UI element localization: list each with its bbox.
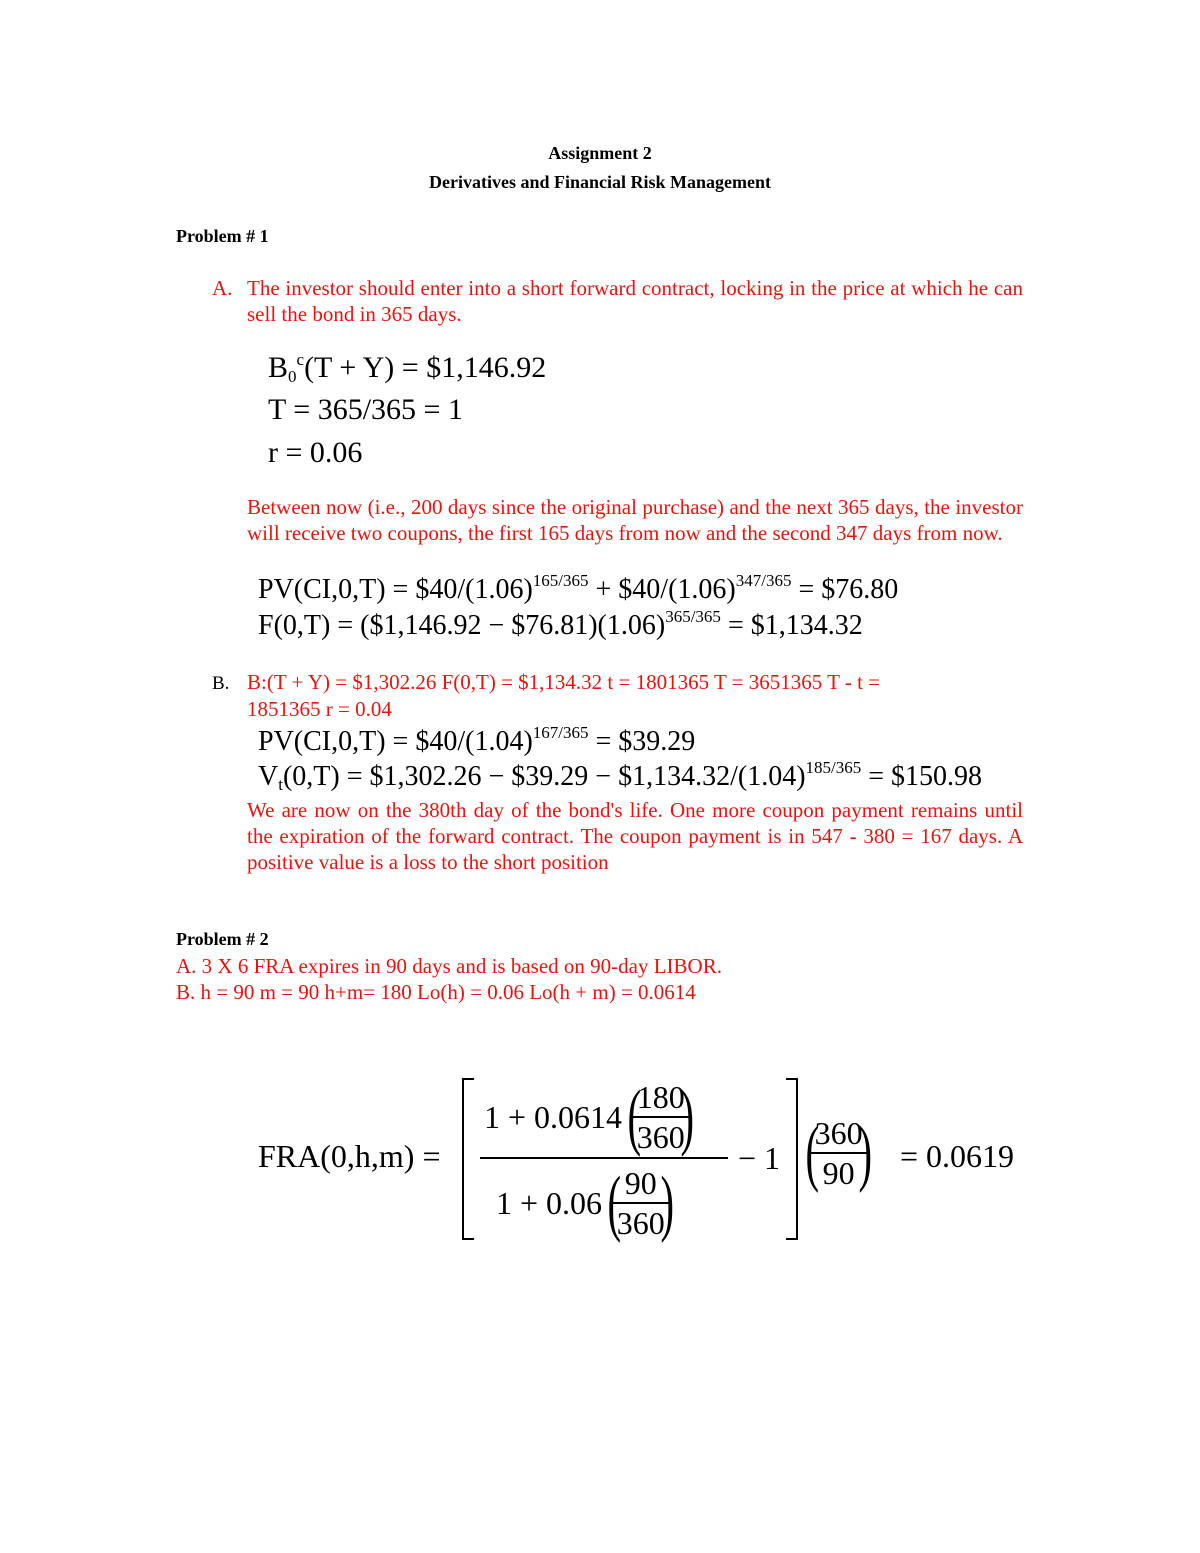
- fra-den-frac-num: 90: [613, 1164, 669, 1204]
- pv-a-mid: + $40/(1.06): [588, 574, 736, 605]
- fra-num-close-paren: ): [680, 1076, 694, 1158]
- f-a-sup: 365/365: [665, 607, 721, 626]
- fra-result: = 0.0619: [900, 1138, 1015, 1174]
- v-main: V: [258, 761, 279, 792]
- v-sup: 185/365: [805, 758, 862, 777]
- fra-main-bar: [480, 1157, 728, 1159]
- v-end: = $150.98: [861, 761, 983, 792]
- eq1-rest: (T + Y) = $1,146.92: [304, 351, 547, 384]
- fra-multiplier: [800, 1114, 877, 1192]
- v-sub: t: [278, 775, 283, 794]
- fra-den-open-paren: (: [607, 1162, 622, 1244]
- part-b-line1: B:(T + Y) = $1,302.26 F(0,T) = $1,134.32 t = 1801365 T = 3651365 T - t =: [247, 670, 881, 694]
- fra-numerator: [484, 1078, 699, 1156]
- fra-mult-close-paren: ): [858, 1112, 872, 1194]
- pv-a-end: = $76.80: [791, 574, 899, 605]
- fra-mult-open-paren: (: [805, 1112, 820, 1194]
- fra-lhs: FRA(0,h,m) =: [258, 1138, 441, 1174]
- equation-r: r = 0.06: [268, 436, 363, 469]
- part-a-text: The investor should enter into a short forward contract, locking in the price at which he can sell the bond in 365 days.: [247, 276, 1023, 326]
- f-a-part1: F(0,T) = ($1,146.92 − $76.81)(1.06): [258, 610, 666, 641]
- fra-num-open-paren: (: [627, 1076, 642, 1158]
- f-a-end: = $1,134.32: [720, 610, 863, 641]
- fra-num-prefix: 1 + 0.0614: [484, 1098, 623, 1135]
- part-a-label: A.: [212, 276, 233, 300]
- part-b-label: B.: [212, 673, 230, 694]
- pv-a-part1: PV(CI,0,T) = $40/(1.06): [258, 574, 533, 605]
- problem-2-heading: Problem # 2: [176, 929, 269, 949]
- fra-denominator: [496, 1164, 679, 1242]
- pv-b-sup: 167/365: [532, 723, 589, 742]
- pv-b-end: = $39.29: [588, 726, 696, 757]
- fra-mult-frac-den: 90: [822, 1155, 855, 1191]
- fra-den-prefix: 1 + 0.06: [496, 1184, 603, 1221]
- equation-pv-coupons-b: [258, 723, 696, 758]
- page-subtitle: Derivatives and Financial Risk Management: [429, 172, 771, 192]
- equation-forward-value: [258, 758, 983, 794]
- fra-den-frac-den: 360: [616, 1205, 665, 1241]
- fra-left-bracket: [462, 1078, 474, 1240]
- equation-bond-price: [268, 351, 546, 385]
- v-rest: (0,T) = $1,302.26 − $39.29 − $1,134.32/(1.04): [282, 761, 806, 792]
- pv-b-part1: PV(CI,0,T) = $40/(1.04): [258, 726, 533, 757]
- pv-a-sup1: 165/365: [532, 571, 589, 590]
- page-title: Assignment 2: [548, 143, 652, 163]
- equation-T: T = 365/365 = 1: [268, 393, 463, 426]
- problem-2-line-b: B. h = 90 m = 90 h+m= 180 Lo(h) = 0.06 Lo(h + m) = 0.0614: [176, 980, 696, 1004]
- part-a-explanation: Between now (i.e., 200 days since the original purchase) and the next 365 days, the investor will receive two coupons, the first 165 days from now and the second 347 days from now.: [247, 495, 1023, 545]
- fra-mult-frac-num: 360: [811, 1114, 867, 1154]
- fra-den-close-paren: ): [660, 1162, 674, 1244]
- eq1-sup: c: [296, 350, 305, 369]
- equation-pv-coupons-a: [258, 571, 899, 606]
- fra-minus-one: − 1: [738, 1140, 781, 1176]
- fra-num-frac-num: 180: [633, 1078, 689, 1118]
- pv-a-sup2: 347/365: [735, 571, 792, 590]
- equation-forward-price: [258, 607, 863, 642]
- fra-num-frac-den: 360: [636, 1119, 685, 1155]
- part-b-line2: 1851365 r = 0.04: [247, 697, 392, 721]
- eq1-sub: 0: [288, 367, 297, 386]
- problem-1-heading: Problem # 1: [176, 226, 269, 246]
- eq1-main: B: [268, 351, 289, 384]
- part-b-explanation: We are now on the 380th day of the bond's life. One more coupon payment remains until the expiration of the forward contract. The coupon payment is in 547 - 380 = 167 days. A positive value is a loss to the short position: [247, 798, 1023, 874]
- problem-2-line-a: A. 3 X 6 FRA expires in 90 days and is based on 90-day LIBOR.: [176, 954, 722, 978]
- fra-right-bracket: [786, 1078, 798, 1240]
